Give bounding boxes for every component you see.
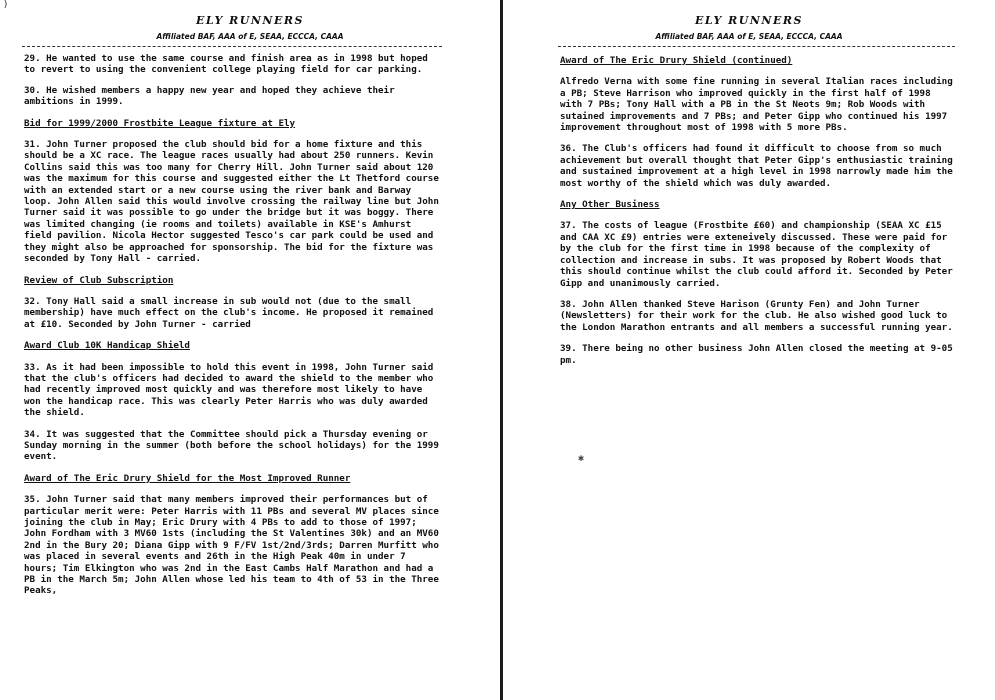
item-32: 32. Tony Hall said a small increase in sub would not (due to the small membership) have much effect on the club's income. He proposed it remained at £10. Seconded by John Turner - carried: [24, 295, 434, 330]
section-heading-aob: Any Other Business: [560, 199, 660, 211]
item-39: 39. There being no other business John Allen closed the meeting at 9-05 pm.: [560, 343, 953, 366]
item-33: 33. As it had been impossible to hold this event in 1998, John Turner said that the club's officers had decided to award the shield to the member who had recently improved most quickly and was therefore most likely to have won the handicap race. This was clearly Peter Harris who was duly awarded the shield.: [24, 361, 434, 419]
item-35-continued: Alfredo Verna with some fine running in several Italian races including a PB; Steve Harrison who improved quickly in the first half of 1998 with 7 PBs; Tony Hall with a PB in the St Neots 9m; Rob Woods with sutained improvements and 7 PBs; and Peter Gipp who continued his 1997 improvement throughout most of 1998 with 5 more PBs.: [560, 76, 953, 134]
header-divider: [22, 46, 442, 47]
item-34: 34. It was suggested that the Committee should pick a Thursday evening or Sunday morning in the summer (both before the school holidays) for the 1999 event.: [24, 428, 439, 463]
club-title-right: ELY RUNNERS: [695, 14, 803, 27]
section-heading-handicap: Award Club 10K Handicap Shield: [24, 340, 190, 352]
ink-smudge-mark: ✱: [578, 453, 585, 464]
item-29: 29. He wanted to use the same course and finish area as in 1998 but hoped to revert to using the convenient college playing field for car parking.: [24, 53, 428, 76]
section-heading-drury: Award of The Eric Drury Shield for the Most Improved Runner: [24, 472, 351, 484]
affiliation-line-right: Affiliated BAF, AAA of E, SEAA, ECCCA, CAAA: [655, 32, 843, 41]
affiliation-line: Affiliated BAF, AAA of E, SEAA, ECCCA, CAAA: [156, 32, 344, 41]
header-divider-right: [558, 46, 955, 47]
right-header: [503, 14, 995, 41]
page-corner-mark: ): [3, 0, 9, 10]
left-header: [0, 14, 500, 41]
right-page: [503, 0, 995, 700]
section-heading-subscription: Review of Club Subscription: [24, 274, 174, 286]
item-38: 38. John Allen thanked Steve Harison (Grunty Fen) and John Turner (Newsletters) for their work for the club. He also wished good luck to the London Marathon entrants and all members a successful running year.: [560, 298, 953, 333]
section-heading-frostbite: Bid for 1999/2000 Frostbite League fixture at Ely: [24, 117, 296, 129]
section-heading-drury-continued: Award of The Eric Drury Shield (continued): [560, 55, 793, 66]
item-31: 31. John Turner proposed the club should bid for a home fixture and this should be a XC race. The league races usually had about 250 runners. Kevin Collins said this was too many for Cherry Hill. John Turner said about 120 was the maximum for this course and suggested either the Lt Thetford course with an extended start or a new course using the river bank and Barway loop. John Allen said this would involve crossing the railway line but John Turner said it was possible to go under the bridge but it was boggy. There was limited changing (ie rooms and toilets) available in KSE's Amhurst field pavilion. Nicola Hector suggested Tesco's car park could be used and they might also be approached for sponsorship. The bid for the fixture was seconded by Tony Hall - carried.: [24, 139, 439, 265]
club-title: ELY RUNNERS: [196, 14, 304, 27]
item-35: 35. John Turner said that many members improved their performances but of particular merit were: Peter Harris with 11 PBs and several MV places since joining the club in May; Eric Drury with 4 PBs to add to those of 1997; John Fordham with 3 MV60 1sts (including the St Valentines 30k) and an MV60 2nd in the Bury 20; Diana Gipp with 9 F/FV 1st/2nd/3rds; Darren Murfitt who was placed in several events and 26th in the High Peak 40m in under 7 hours; Tim Elkington who was 2nd in the East Cambs Half Marathon and had a PB in the March 5m; John Allen whose led his team to 4th of 53 in the Three Peaks,: [24, 494, 439, 597]
right-minutes-text: [503, 55, 995, 366]
item-30: 30. He wished members a happy new year and hoped they achieve their ambitions in 1999.: [24, 84, 395, 108]
item-36: 36. The Club's officers had found it difficult to choose from so much achievement but overall thought that Peter Gipp's enthusiastic training and sustained improvement at a high level in 1998 narrowly made him the most worthy of the shield which was duly awarded.: [560, 143, 953, 189]
left-minutes-text: [0, 53, 500, 597]
item-37: 37. The costs of league (Frostbite £60) and championship (SEAA XC £15 and CAA XC £9) entries were exteneively discussed. These were paid for by the club for the first time in 1998 because of the complexity of collection and increase in subs. It was proposed by Robert Woods that this should continue whilst the club could afford it. Seconded by Peter Gipp and unanimously carried.: [560, 220, 953, 289]
